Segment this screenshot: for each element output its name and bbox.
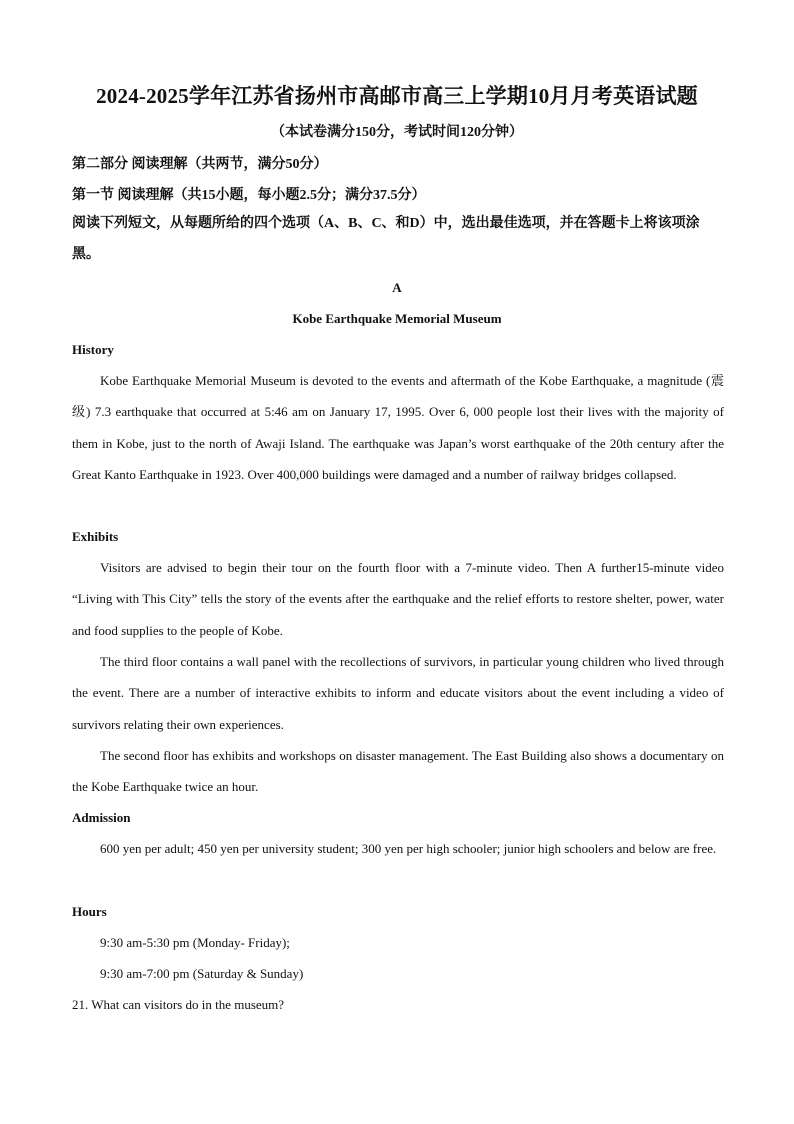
part-heading: 第二部分 阅读理解（共两节，满分50分） (72, 157, 328, 172)
exam-subtitle: （本试卷满分150分，考试时间120分钟） (271, 125, 523, 140)
question-21: 21. What can visitors do in the museum? (72, 997, 285, 1012)
hours-heading: Hours (72, 904, 107, 919)
exhibits-paragraph-2: The third floor contains a wall panel with the recollections of survivors, in particular young children who lived through the event. There are a number of interactive exhibits to inform and educate visitors about the event including a video of survivors relating their own experiences. (72, 654, 724, 732)
passage-title: Kobe Earthquake Memorial Museum (292, 311, 502, 326)
exhibits-paragraph-1: Visitors are advised to begin their tour on the fourth floor with a 7-minute video. Then A further15-minute video “Living with This City” tells the story of the events after the earthquake and the relief efforts to restore shelter, power, water and food supplies to the people of Kobe. (72, 560, 724, 638)
exhibits-paragraph-3: The second floor has exhibits and workshops on disaster management. The East Building also shows a documentary on the Kobe Earthquake twice an hour. (72, 748, 724, 795)
history-paragraph: Kobe Earthquake Memorial Museum is devoted to the events and aftermath of the Kobe Earthquake, a magnitude (震级) 7.3 earthquake that occurred at 5:46 am on January 17, 1995. Over 6, 000 people lost their lives with the majority of them in Kobe, just to the north of Awaji Island. The earthquake was Japan’s worst earthquake of the 20th century after the Great Kanto Earthquake in 1923. Over 400,000 buildings were damaged and a number of railway bridges collapsed. (72, 373, 724, 482)
history-heading: History (72, 342, 114, 357)
hours-weekday: 9:30 am-5:30 pm (Monday- Friday); (100, 935, 290, 950)
section-heading: 第一节 阅读理解（共15小题，每小题2.5分；满分37.5分） (72, 188, 426, 203)
admission-heading: Admission (72, 810, 131, 825)
directions-text: 阅读下列短文，从每题所给的四个选项（A、B、C、和D）中，选出最佳选项，并在答题卡上将该项涂黑。 (72, 216, 700, 262)
exhibits-heading: Exhibits (72, 529, 119, 544)
exam-title: 2024-2025学年江苏省扬州市高邮市高三上学期10月月考英语试题 (96, 84, 698, 108)
passage-label: A (392, 280, 402, 295)
admission-paragraph: 600 yen per adult; 450 yen per university student; 300 yen per high schooler; junior high schoolers and below are free. (100, 841, 717, 856)
hours-weekend: 9:30 am-7:00 pm (Saturday & Sunday) (100, 966, 304, 981)
